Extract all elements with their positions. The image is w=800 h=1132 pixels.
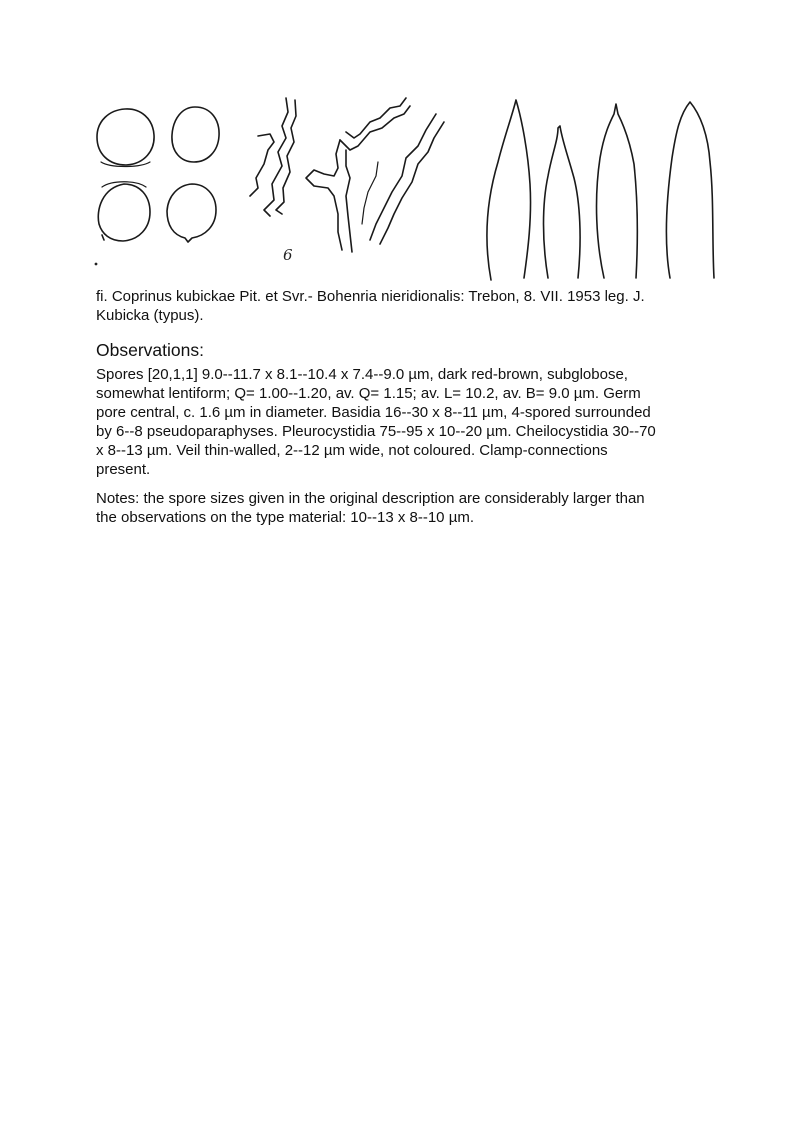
observations-line: Spores [20,1,1] 9.0--11.7 x 8.1--10.4 x 7.4--9.0 µm, dark red-brown, subglobose, xyxy=(96,366,628,383)
veil-hyphae-group xyxy=(250,98,444,264)
observations-line: somewhat lentiform; Q= 1.00--1.20, av. Q= 1.15; av. L= 10.2, av. B= 9.0 µm. Germ xyxy=(96,385,641,402)
cystidium-2 xyxy=(544,126,581,278)
hypha-4b xyxy=(380,122,444,244)
notes-line: Notes: the spore sizes given in the original description are considerably larger than xyxy=(96,490,645,507)
spore-2 xyxy=(172,107,219,162)
observations-line: pore central, c. 1.6 µm in diameter. Basidia 16--30 x 8--11 µm, 4-spored surrounded xyxy=(96,404,651,421)
cystidia-group xyxy=(487,100,714,280)
caption-line: fi. Coprinus kubickae Pit. et Svr.- Bohenria nieridionalis: Trebon, 8. VII. 1953 leg. J. xyxy=(96,288,645,305)
dot-mark xyxy=(95,263,98,266)
hypha-4 xyxy=(370,114,436,240)
observations-line: x 8--13 µm. Veil thin-walled, 2--12 µm wide, not coloured. Clamp-connections xyxy=(96,442,608,459)
notes-line: the observations on the type material: 10--13 x 8--10 µm. xyxy=(96,509,474,526)
microscopy-drawing xyxy=(88,92,718,282)
cystidium-4 xyxy=(666,102,714,278)
spore-4 xyxy=(167,184,216,242)
spore-3 xyxy=(98,184,150,241)
hypha-3b xyxy=(340,106,410,150)
observations-line: by 6--8 pseudoparaphyses. Pleurocystidia 75--95 x 10--20 µm. Cheilocystidia 30--70 xyxy=(96,423,656,440)
drawing-svg xyxy=(88,92,718,282)
spores-group xyxy=(95,107,219,265)
hypha-3 xyxy=(346,98,406,138)
caption-line: Kubicka (typus). xyxy=(96,307,204,324)
hypha-5 xyxy=(362,162,378,224)
observations-body xyxy=(96,365,706,479)
hypha-3-stem xyxy=(306,140,342,250)
figure-label: 6 xyxy=(283,246,293,264)
cystidium-1 xyxy=(487,100,531,280)
spore-1 xyxy=(97,109,154,165)
notes-paragraph xyxy=(96,489,706,527)
observations-heading: Observations: xyxy=(96,340,204,360)
figure-caption xyxy=(96,287,706,325)
cystidium-3 xyxy=(597,104,638,278)
observations-line: present. xyxy=(96,461,151,478)
hypha-3-stem-b xyxy=(346,150,352,252)
hypha-2-branch xyxy=(250,134,274,196)
